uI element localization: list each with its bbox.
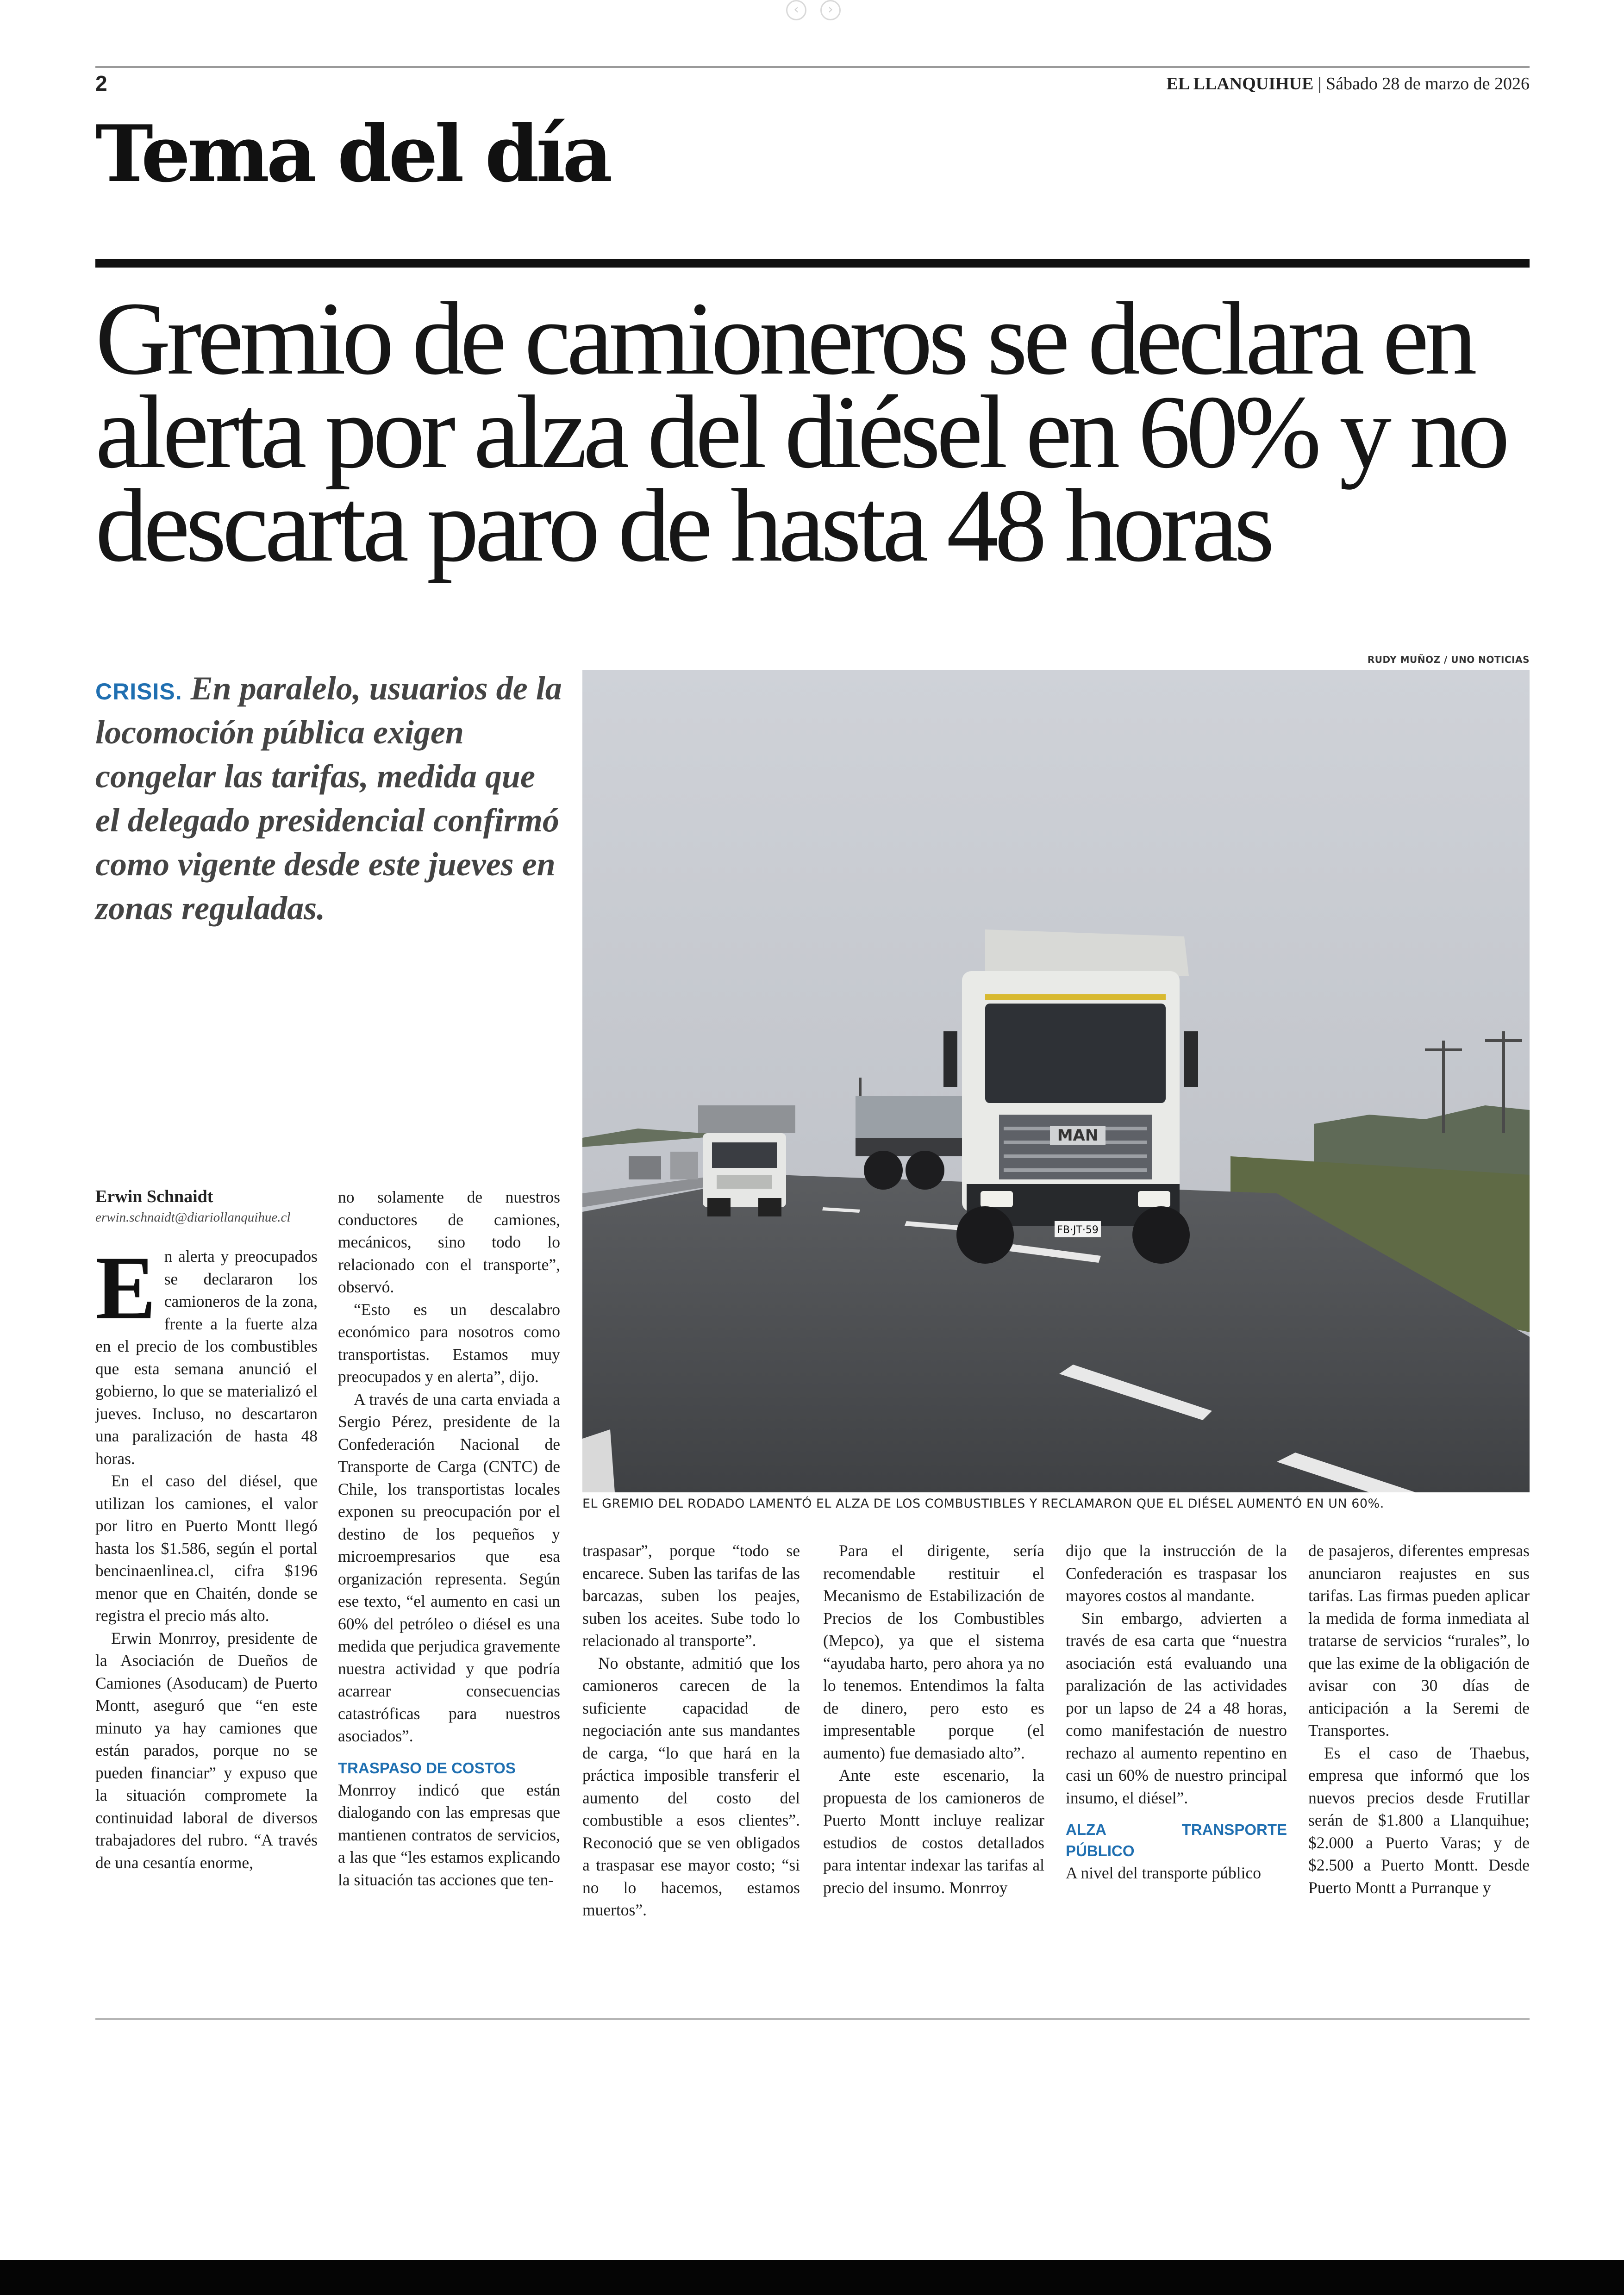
chevron-right-icon: › — [828, 1, 833, 17]
truck-brand-label: MAN — [1057, 1126, 1099, 1145]
byline-email: erwin.schnaidt@diariollanquihue.cl — [95, 1210, 291, 1225]
article-column-1 — [95, 1238, 318, 1874]
paragraph: Sin embargo, advierten a través de esa carta que “nuestra asociación está evaluando una paralización de las actividades por un lapso de 24 a 48 horas, como manifestación de nuestro rechazo al aumento repentino en casi un 60% de nuestro principal insumo, el diésel”. — [1066, 1609, 1287, 1807]
next-page-button[interactable] — [820, 0, 841, 20]
paragraph: Para el dirigente, sería recomendable restituir el Mecanismo de Estabilización de Precios de los Combustibles (Mepco), ya que el sistema “ayudaba harto, pero ahora ya no lo tenemos. Entendimos la falta de dinero, pero esto es impresentable porque (el aumento) fue demasiado alto”. — [823, 1541, 1044, 1762]
license-plate: FB·JT·59 — [1057, 1224, 1099, 1236]
lead-kicker: CRISIS. — [95, 679, 182, 705]
section-title: Tema del día — [95, 108, 610, 200]
subheading-traspaso: TRASPASO DE COSTOS — [338, 1759, 516, 1777]
chevron-left-icon: ‹ — [793, 1, 799, 17]
article-column-3 — [582, 1540, 800, 1921]
paragraph: Ante este escenario, la propuesta de los camioneros de Puerto Montt incluye realizar estudios de costos detallados para intentar indexar las tarifas al precio del insumo. Monrroy — [823, 1766, 1044, 1897]
paragraph: Monrroy indicó que están dialogando con las empresas que mantienen contratos de servicios, a las que “les estamos explicando la situación tas acciones que ten- — [338, 1780, 560, 1889]
drop-cap: E — [95, 1238, 156, 1338]
article-column-6 — [1308, 1540, 1530, 1899]
viewer-bottom-bar — [0, 2260, 1624, 2295]
paragraph: A nivel del transporte público — [1066, 1864, 1261, 1882]
byline-name: Erwin Schnaidt — [95, 1187, 213, 1206]
lead-text: En paralelo, usuarios de la locomoción pública exigen congelar las tarifas, medida que el delegado presidencial confirmó como vigente desde este jueves en zonas reguladas. — [95, 670, 562, 927]
section-rule — [95, 259, 1530, 268]
paragraph: “Esto es un descalabro económico para nosotros como transportistas. Estamos muy preocupados y en alerta”, dijo. — [338, 1300, 560, 1386]
bottom-rule — [95, 2018, 1530, 2020]
paragraph: No obstante, admitió que los camioneros carecen de la suficiente capacidad de negociación ante sus mandantes de carga, “lo que hará en la práctica imposible transferir el aumento del costo del combustible a esos clientes”. Reconoció que se ven obligados a traspasar ese mayor costo; “si no lo hacemos, estamos muertos”. — [582, 1653, 800, 1919]
photo-credit: RUDY MUÑOZ / UNO NOTICIAS — [1367, 654, 1530, 665]
paragraph: Es el caso de Thaebus, empresa que informó que los nuevos precios desde Frutillar serán de $1.800 a Llanquihue; $2.000 a Puerto Varas; y de $2.500 a Puerto Montt. Desde Puerto Montt a Purranque y — [1308, 1743, 1530, 1897]
page-number: 2 — [95, 71, 107, 95]
paragraph — [95, 1238, 318, 1470]
paragraph: A través de una carta enviada a Sergio Pérez, presidente de la Confederación Nacional de Transporte de Carga (CNTC) de Chile, los transportistas locales exponen su preocupación por el destino de los pequeños y microempresarios que esa organización representa. Según ese texto, “el aumento en casi un 60% del petróleo o diésel es una medida que perjudica gravemente nuestra actividad y que podría acarrear consecuencias catastróficas para nuestros asociados”. — [338, 1390, 561, 1745]
headline: Gremio de camioneros se declara en alerta por alza del diésel en 60% y no descarta paro de hasta 48 horas — [95, 281, 1506, 583]
photo-caption: EL GREMIO DEL RODADO LAMENTÓ EL ALZA DE LOS COMBUSTIBLES Y RECLAMARON QUE EL DIÉSEL AUMENTÓ EN UN 60%. — [582, 1497, 1384, 1511]
paragraph: En el caso del diésel, que utilizan los camiones, el valor por litro en Puerto Montt llegó hasta los $1.586, según el portal bencinaenlinea.cl, cifra $196 menor que en Chaitén, donde se registra el precio más alto. — [95, 1472, 318, 1625]
article-column-5 — [1066, 1540, 1287, 1884]
issue-date: | Sábado 28 de marzo de 2026 — [1318, 74, 1530, 94]
paragraph: no solamente de nuestros conductores de camiones, mecánicos, sino todo lo relacionado con el transporte”, observó. — [338, 1188, 560, 1296]
article-column-2 — [338, 1186, 560, 1891]
paragraph: traspasar”, porque “todo se encarece. Suben las tarifas de las barcazas, suben los peajes, suben los aceites. Sube todo lo relacionado al transporte”. — [582, 1541, 800, 1650]
paragraph: Erwin Monrroy, presidente de la Asociación de Dueños de Camiones (Asoducam) de Puerto Montt, aseguró que “en este minuto ya hay camiones que están parados, porque no se pueden financiar” y expuso que la situación compromete la continuidad laboral de diversos trabajadores del rubro. “A través de una cesantía enorme, — [95, 1628, 318, 1872]
running-head — [1167, 73, 1530, 94]
article-column-4 — [823, 1540, 1044, 1899]
top-rule — [95, 66, 1530, 68]
paragraph-text: n alerta y preocupados se declararon los camioneros de la zona, frente a la fuerte alza en el precio de los combustibles que esta semana anunció el gobierno, lo que se materializó el jueves. Incluso, no descartaron una paralización de hasta 48 horas. — [95, 1247, 318, 1468]
lead — [95, 667, 563, 930]
newspaper-name: EL LLANQUIHUE — [1166, 74, 1314, 94]
paragraph: dijo que la instrucción de la Confederación es traspasar los mayores costos al mandante. — [1066, 1541, 1287, 1605]
truck-photo — [582, 670, 1530, 1492]
subheading-transporte: ALZA TRANSPORTE PÚBLICO — [1066, 1821, 1287, 1859]
paragraph: de pasajeros, diferentes empresas anunciaron reajustes en sus tarifas. Las firmas pueden aplicar la medida de forma inmediata al tratarse de servicios “rurales”, lo que las exime de la obligación de avisar con 30 días de anticipación a la Seremi de Transportes. — [1308, 1541, 1530, 1740]
prev-page-button[interactable] — [786, 0, 806, 20]
